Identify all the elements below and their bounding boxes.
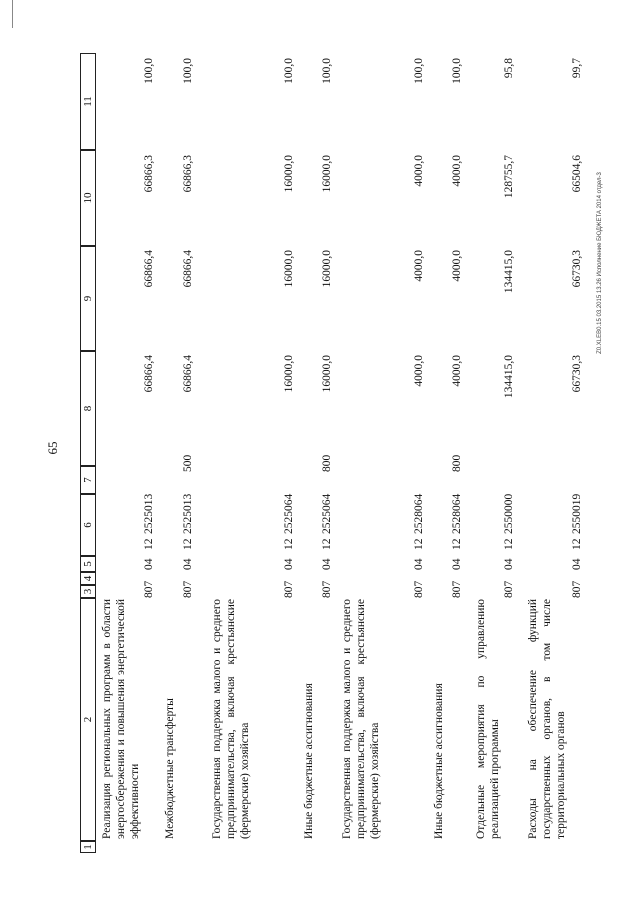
col-11: 100,0 xyxy=(182,58,194,84)
col-10: 4000,0 xyxy=(451,155,463,187)
col-7: 800 xyxy=(451,454,463,472)
col-3: 807 xyxy=(503,580,515,598)
header-cell-4: 4 xyxy=(80,572,96,585)
col-5: 12 xyxy=(143,538,155,550)
col-8: 16000,0 xyxy=(321,355,333,393)
col-8: 66866,4 xyxy=(182,355,194,393)
col-6: 2525013 xyxy=(182,493,194,534)
footer-text: Z0.XLEB0.15 03.2015 13.26 Исполнение БЮДЖЕТА 2014 отдел-3 xyxy=(597,172,603,354)
col-6: 2528064 xyxy=(413,493,425,534)
col-5: 12 xyxy=(451,538,463,550)
col-5: 12 xyxy=(321,538,333,550)
col-10: 66866,3 xyxy=(143,155,155,193)
budget-table xyxy=(80,53,583,853)
col-11: 100,0 xyxy=(283,58,295,84)
col-5: 12 xyxy=(283,538,295,550)
page-corner-mark xyxy=(0,0,13,28)
col-8: 66730,3 xyxy=(571,355,583,393)
col-5: 12 xyxy=(413,538,425,550)
header-cell-5: 5 xyxy=(80,556,96,572)
table-row xyxy=(474,53,524,853)
col-8: 134415,0 xyxy=(503,355,515,399)
col-4: 04 xyxy=(321,558,333,570)
col-4: 04 xyxy=(182,558,194,570)
col-3: 807 xyxy=(182,580,194,598)
col-10: 66504,6 xyxy=(571,155,583,193)
row-name: Государственная поддержка малого и среднего предпринимательства, включая крестьянские (фермерские) хозяйства xyxy=(211,599,251,839)
col-3: 807 xyxy=(321,580,333,598)
header-cell-3: 3 xyxy=(80,585,96,598)
col-9: 16000,0 xyxy=(283,250,295,288)
table-row xyxy=(210,53,300,853)
col-3: 807 xyxy=(451,580,463,598)
col-7: 500 xyxy=(182,454,194,472)
header-cell-2: 2 xyxy=(80,598,96,841)
table-row xyxy=(100,53,160,853)
col-7: 800 xyxy=(321,454,333,472)
col-6: 2525064 xyxy=(321,493,333,534)
col-4: 04 xyxy=(503,558,515,570)
col-10: 128755,7 xyxy=(503,155,515,199)
header-cell-9: 9 xyxy=(80,246,96,351)
table-row xyxy=(526,53,588,853)
table-row xyxy=(302,53,338,853)
col-11: 100,0 xyxy=(413,58,425,84)
col-8: 66866,4 xyxy=(143,355,155,393)
col-11: 99,7 xyxy=(571,58,583,79)
col-4: 04 xyxy=(283,558,295,570)
col-11: 100,0 xyxy=(321,58,333,84)
col-8: 4000,0 xyxy=(451,355,463,387)
col-8: 4000,0 xyxy=(413,355,425,387)
col-6: 2550019 xyxy=(571,493,583,534)
col-11: 95,8 xyxy=(503,58,515,79)
col-3: 807 xyxy=(413,580,425,598)
col-10: 16000,0 xyxy=(321,155,333,193)
col-6: 2525013 xyxy=(143,493,155,534)
col-9: 66730,3 xyxy=(571,250,583,288)
col-3: 807 xyxy=(283,580,295,598)
col-4: 04 xyxy=(143,558,155,570)
col-10: 16000,0 xyxy=(283,155,295,193)
col-6: 2525064 xyxy=(283,493,295,534)
col-5: 12 xyxy=(182,538,194,550)
col-9: 66866,4 xyxy=(143,250,155,288)
row-name: Отдельные мероприятия по управлению реализацией программы xyxy=(475,599,501,839)
page-number: 65 xyxy=(45,441,60,455)
row-name: Иные бюджетные ассигнования xyxy=(303,683,315,839)
col-11: 100,0 xyxy=(451,58,463,84)
col-11: 100,0 xyxy=(143,58,155,84)
table-row xyxy=(432,53,472,853)
header-cell-10: 10 xyxy=(80,150,96,246)
col-9: 16000,0 xyxy=(321,250,333,288)
col-4: 04 xyxy=(571,558,583,570)
col-9: 66866,4 xyxy=(182,250,194,288)
header-cell-11: 11 xyxy=(80,53,96,150)
col-5: 12 xyxy=(503,538,515,550)
col-6: 2550000 xyxy=(503,493,515,534)
col-6: 2528064 xyxy=(451,493,463,534)
col-9: 134415,0 xyxy=(503,250,515,294)
row-name: Государственная поддержка малого и среднего предпринимательства, включая крестьянские (фермерские) хозяйства xyxy=(341,599,381,839)
col-4: 04 xyxy=(413,558,425,570)
row-name: Иные бюджетные ассигнования xyxy=(433,683,445,839)
table-row xyxy=(163,53,203,853)
col-10: 4000,0 xyxy=(413,155,425,187)
header-cell-6: 6 xyxy=(80,494,96,556)
col-10: 66866,3 xyxy=(182,155,194,193)
col-4: 04 xyxy=(451,558,463,570)
header-cell-8: 8 xyxy=(80,351,96,466)
col-3: 807 xyxy=(143,580,155,598)
header-cell-7: 7 xyxy=(80,466,96,494)
col-9: 4000,0 xyxy=(413,250,425,282)
col-5: 12 xyxy=(571,538,583,550)
row-name: Реализация региональных программ в области энергосбережения и повышения энергетической эффективности xyxy=(101,599,141,839)
col-3: 807 xyxy=(571,580,583,598)
table-row xyxy=(340,53,430,853)
col-9: 4000,0 xyxy=(451,250,463,282)
header-cell-1: 1 xyxy=(80,841,96,853)
row-name: Расходы на обеспечение функций государственных органов, в том числе территориальных органов xyxy=(527,599,567,839)
col-8: 16000,0 xyxy=(283,355,295,393)
row-name: Межбюджетные трансферты xyxy=(164,698,176,839)
